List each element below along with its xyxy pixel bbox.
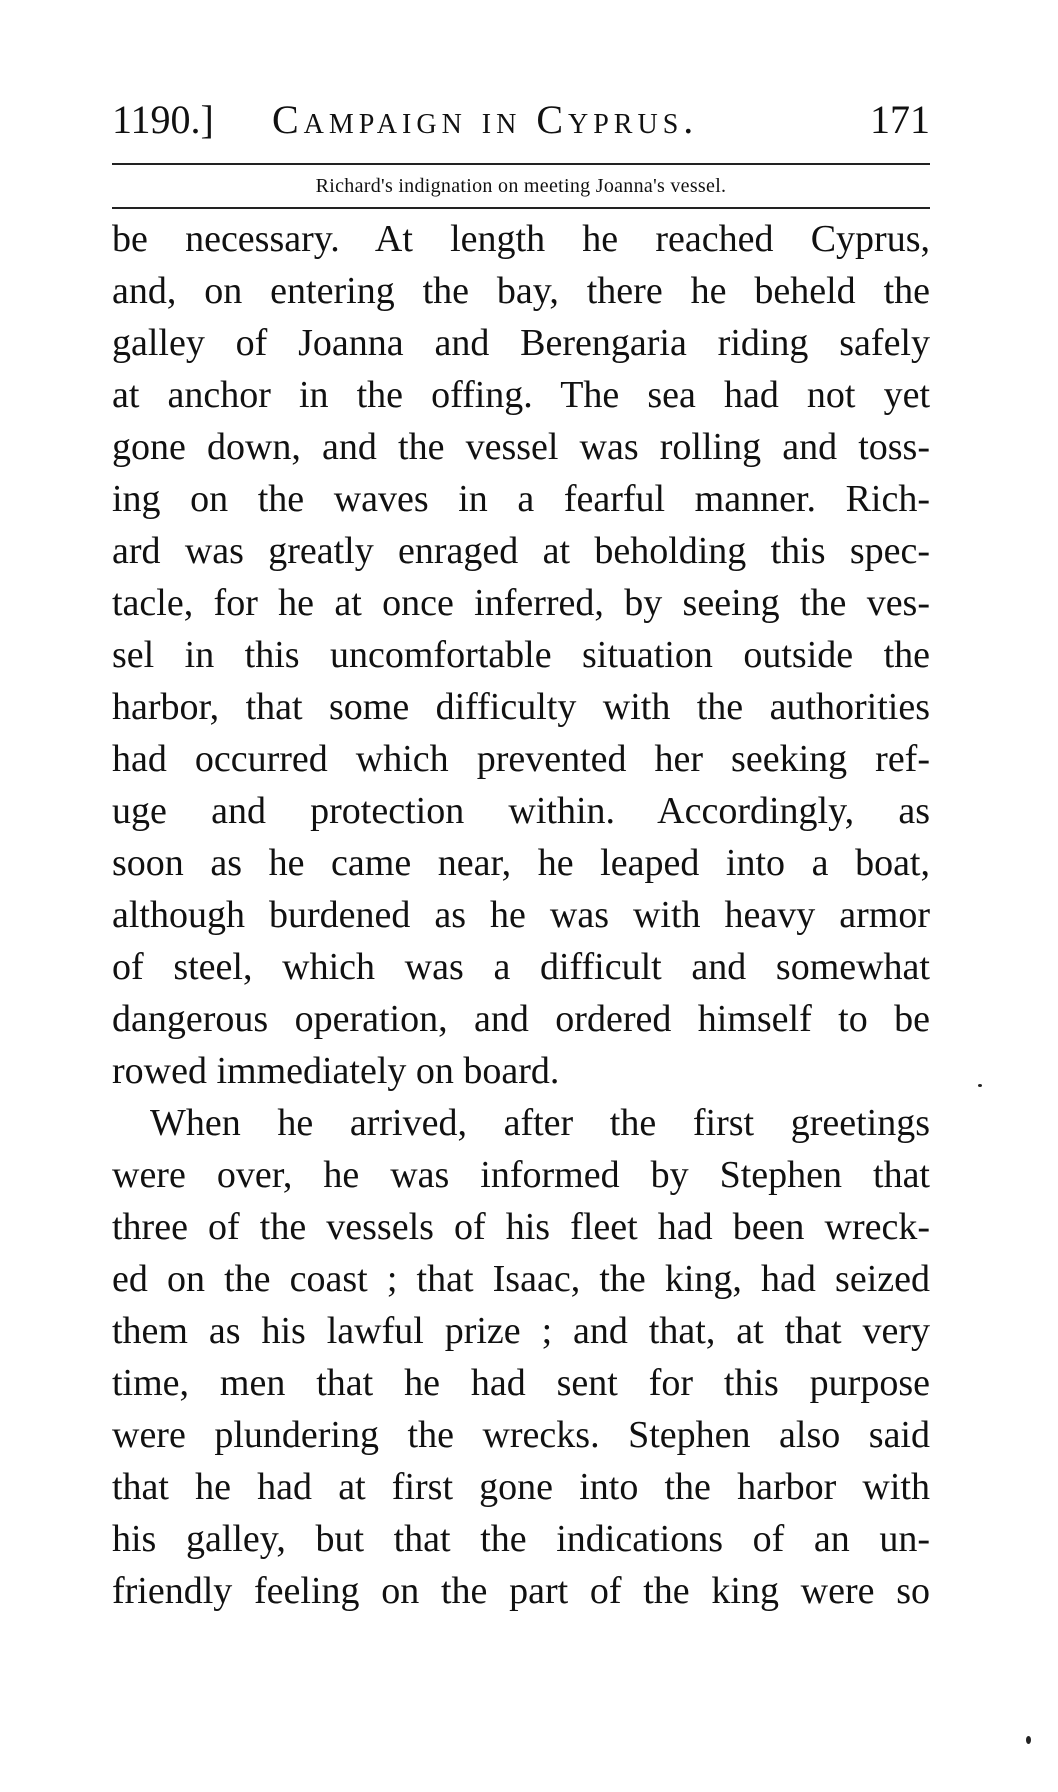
- text-line: be necessary. At length he reached Cyprus,: [112, 218, 930, 260]
- text-line: dangerous operation, and ordered himself to be: [112, 998, 930, 1040]
- text-line: time, men that he had sent for this purpose: [112, 1362, 930, 1404]
- text-line: and, on entering the bay, there he beheld the: [112, 270, 930, 312]
- text-line: harbor, that some difficulty with the authorities: [112, 686, 930, 728]
- text-line: ard was greatly enraged at beholding this spec-: [112, 530, 930, 572]
- header-rule-bottom: [112, 207, 930, 209]
- running-head: [112, 90, 930, 150]
- text-line: friendly feeling on the part of the king were so: [112, 1570, 930, 1612]
- ink-speck: [1026, 1736, 1031, 1744]
- paragraph-2: [112, 1097, 930, 1617]
- text-line: rowed immediately on board.: [112, 1050, 560, 1092]
- text-line: although burdened as he was with heavy armor: [112, 894, 930, 936]
- text-line: of steel, which was a difficult and somewhat: [112, 946, 930, 988]
- text-line: were over, he was informed by Stephen that: [112, 1154, 930, 1196]
- text-line: tacle, for he at once inferred, by seeing the ves-: [112, 582, 930, 624]
- page-subheading: Richard's indignation on meeting Joanna's vessel.: [315, 175, 727, 197]
- header-title: Campaign in Cyprus.: [272, 97, 699, 142]
- text-line: his galley, but that the indications of an un-: [112, 1518, 930, 1560]
- ink-speck: [978, 1084, 982, 1087]
- text-line: at anchor in the offing. The sea had not yet: [112, 374, 930, 416]
- text-line: uge and protection within. Accordingly, as: [112, 790, 930, 832]
- paragraph-1: [112, 213, 930, 1097]
- text-line: that he had at first gone into the harbor with: [112, 1466, 930, 1508]
- header-rule-top: [112, 163, 930, 165]
- text-line: had occurred which prevented her seeking ref-: [112, 738, 930, 780]
- text-line: three of the vessels of his fleet had been wreck-: [112, 1206, 930, 1248]
- text-line: ing on the waves in a fearful manner. Rich-: [112, 478, 930, 520]
- text-line: galley of Joanna and Berengaria riding safely: [112, 322, 930, 364]
- text-line: were plundering the wrecks. Stephen also said: [112, 1414, 930, 1456]
- text-line: When he arrived, after the first greetings: [150, 1102, 930, 1144]
- text-line: them as his lawful prize ; and that, at that very: [112, 1310, 930, 1352]
- text-line: gone down, and the vessel was rolling and toss-: [112, 426, 930, 468]
- text-line: sel in this uncomfortable situation outside the: [112, 634, 930, 676]
- header-year: 1190.]: [112, 97, 214, 142]
- body-text: [112, 213, 930, 1617]
- text-line: soon as he came near, he leaped into a boat,: [112, 842, 930, 884]
- page-number: 171: [870, 97, 930, 142]
- text-line: ed on the coast ; that Isaac, the king, had seized: [112, 1258, 930, 1300]
